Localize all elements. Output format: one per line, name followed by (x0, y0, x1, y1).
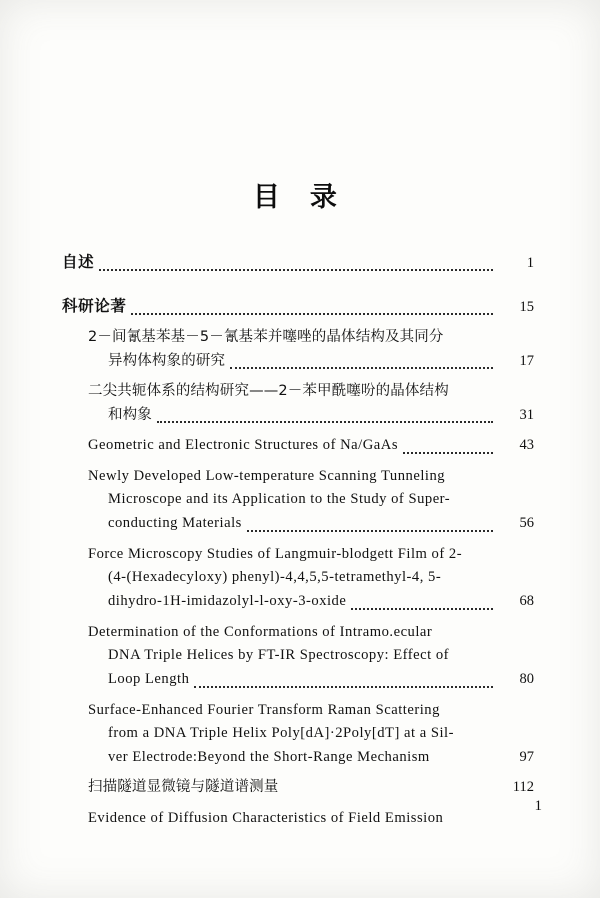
toc-entry-title-cont: dihydro-1H-imidazolyl-l-oxy-3-oxide (108, 593, 347, 609)
toc-entry-page: 1 (526, 254, 534, 271)
leader-dots (157, 420, 493, 423)
toc-entry[interactable] (62, 699, 534, 770)
leader-dots (403, 451, 493, 454)
toc-entry[interactable] (62, 380, 534, 427)
toc-entry-page: 15 (519, 298, 534, 315)
toc-entry-title: 扫描隧道显微镜与隧道谱测量 (88, 779, 279, 796)
toc-entry-title-cont: Loop Length (108, 670, 190, 687)
toc-entry-title-cont: 异构体构象的研究 (108, 352, 226, 369)
toc-entry[interactable] (62, 326, 534, 373)
toc-entry-page: 80 (519, 671, 534, 688)
page-folio: 1 (534, 798, 542, 814)
toc-entry-title: Determination of the Conformations of Intramo.ecular (88, 623, 433, 640)
toc-entry-page: 56 (519, 515, 534, 532)
toc-entry[interactable] (62, 776, 534, 799)
toc-entry-title-cont: (4-(Hexadecyloxy) phenyl)-4,4,5,5-tetramethyl-4, 5- (108, 569, 442, 586)
table-of-contents (62, 250, 534, 838)
leader-dots (247, 529, 493, 532)
leader-dots (131, 312, 493, 315)
toc-entry-title: 二尖共轭体系的结构研究——2－苯甲酰噻吩的晶体结构 (88, 383, 449, 400)
toc-entry[interactable] (62, 621, 534, 692)
leader-dots (230, 366, 493, 369)
toc-entry-title: 2－间氰基苯基－5－氰基苯并噻唑的晶体结构及其同分 (88, 329, 444, 346)
toc-entry[interactable] (62, 250, 534, 275)
toc-entry[interactable] (62, 434, 534, 458)
toc-entry-title: Force Microscopy Studies of Langmuir-blodgett Film of 2- (88, 545, 463, 562)
toc-entry-title-cont: DNA Triple Helices by FT-IR Spectroscopy: Effect of (108, 647, 450, 664)
toc-entry-title: Newly Developed Low-temperature Scanning Tunneling (88, 467, 446, 484)
toc-entry-title-cont: from a DNA Triple Helix Poly[dA]·2Poly[dT] at a Sil- (108, 725, 454, 742)
toc-entry-title: Surface-Enhanced Fourier Transform Raman Scattering (88, 701, 440, 718)
leader-dots (99, 268, 493, 271)
toc-entry-title-cont: Microscope and its Application to the Study of Super- (108, 491, 451, 508)
toc-entry-title-cont: conducting Materials (108, 515, 242, 532)
toc-entry[interactable] (62, 465, 534, 536)
toc-entry-page: 17 (519, 352, 534, 369)
toc-entry[interactable] (62, 294, 534, 319)
toc-entry[interactable] (62, 807, 534, 831)
toc-entry-page: 43 (519, 437, 534, 454)
toc-entry-page: 31 (519, 406, 534, 423)
toc-entry-title: 自述 (62, 253, 95, 271)
toc-entry-title: 科研论著 (62, 297, 127, 316)
leader-dots (194, 685, 493, 688)
toc-entry-page: 68 (519, 593, 534, 610)
leader-dots (351, 607, 493, 610)
toc-entry-title-cont: 和构象 (108, 406, 152, 423)
toc-entry-page: 112 (512, 779, 534, 796)
toc-entry[interactable] (62, 543, 534, 614)
toc-entry-page: 97 (519, 749, 534, 765)
toc-entry-title: Geometric and Electronic Structures of Na/GaAs (88, 437, 399, 454)
page-title: 目 录 (252, 182, 348, 213)
toc-entry-title: Evidence of Diffusion Characteristics of Field Emission (88, 809, 444, 826)
toc-entry-title-cont: ver Electrode:Beyond the Short-Range Mechanism (108, 748, 430, 765)
